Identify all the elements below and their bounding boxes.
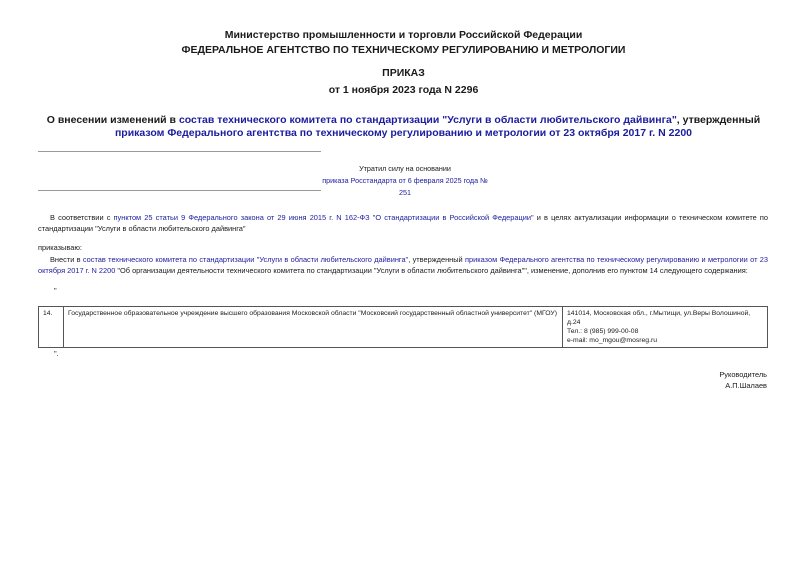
status-note: [320, 163, 490, 199]
committee-composition-link-2[interactable]: состав технического комитета по стандартизации "Услуги в области любительского дайвинга": [82, 255, 409, 264]
amendment-paragraph: [38, 254, 768, 276]
divider-top: [38, 151, 321, 152]
table-row: [39, 307, 768, 348]
close-quote: ".: [54, 349, 59, 358]
signer-title: Руководитель: [719, 370, 767, 379]
subject-text-1: О внесении изменений в: [46, 114, 179, 126]
document-type: ПРИКАЗ: [382, 67, 425, 79]
order-2200-link[interactable]: приказом Федерального агентства по техническому регулированию и метрологии от 23 октября 2017 г. N 2200: [114, 127, 693, 139]
preamble-paragraph: [38, 212, 768, 234]
ministry-name: Министерство промышленности и торговли Российской Федерации: [224, 29, 583, 41]
amendment-text-3: "Об организации деятельности технического комитета по стандартизации "Услуги в области любительского дайвинга"", изменение, дополнив его пунктом 14 следующего содержания:: [115, 266, 748, 275]
open-quote: ": [54, 286, 57, 295]
amendment-table: [38, 306, 768, 348]
federal-law-link[interactable]: пунктом 25 статьи 9 Федерального закона от 29 июня 2015 г. N 162-ФЗ "О стандартизации в Российской Федерации": [113, 213, 534, 222]
signature-block: [719, 369, 767, 391]
order-word: приказываю:: [38, 243, 82, 252]
committee-composition-link[interactable]: состав технического комитета по стандартизации "Услуги в области любительского дайвинга": [178, 114, 677, 126]
repeal-order-link[interactable]: приказа Росстандарта от 6 февраля 2025 года № 251: [322, 176, 488, 197]
lost-force-label: Утратил силу на основании: [359, 164, 451, 173]
address: 141014, Московская обл., г.Мытищи, ул.Веры Волошиной, д.24: [567, 310, 751, 326]
email: e-mail: mo_mgou@mosreg.ru: [567, 337, 658, 344]
preamble-text-2: и в целях актуализации информации о техническом комитете по стандартизации "Услуги в области любительского дайвинга": [38, 213, 768, 233]
preamble-text-1: В соответствии с: [50, 213, 114, 222]
amendment-text-1: Внести в: [50, 255, 83, 264]
divider-bottom: [38, 190, 321, 191]
amendment-text-2: , утвержденный: [408, 255, 465, 264]
signer-name: А.П.Шалаев: [725, 381, 767, 390]
document-subject: [40, 114, 767, 140]
subject-text-2: , утвержденный: [676, 114, 761, 126]
order-2200-link-2[interactable]: приказом Федерального агентства по техническому регулированию и метрологии от 23 октября 2017 г. N 2200: [38, 255, 768, 275]
phone: Тел.: 8 (985) 999-00-08: [567, 328, 639, 335]
agency-name: ФЕДЕРАЛЬНОЕ АГЕНТСТВО ПО ТЕХНИЧЕСКОМУ РЕГУЛИРОВАНИЮ И МЕТРОЛОГИИ: [181, 44, 626, 56]
row-number: 14.: [39, 307, 64, 348]
organization-cell: Государственное образовательное учреждение высшего образования Московской области "Московский государственный областной университет" (МГОУ): [64, 307, 563, 348]
document-date-number: от 1 ноября 2023 года N 2296: [328, 84, 479, 96]
contact-cell: [563, 307, 768, 348]
